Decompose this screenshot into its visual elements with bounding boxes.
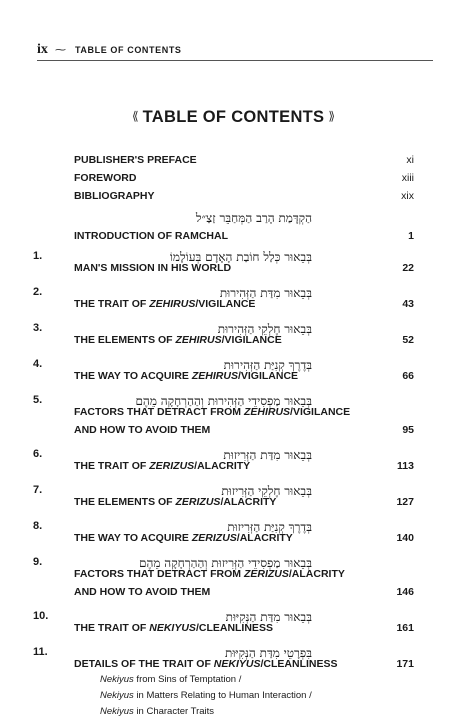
hebrew-heading: בִּפְרָטֵי מִדַּת הַנְּקִיּוּת xyxy=(225,646,312,660)
entry-title-italic: ZEHIRUS xyxy=(149,298,196,310)
entry-title-part: THE WAY TO ACQUIRE xyxy=(74,370,192,382)
entry-title-part: THE TRAIT OF xyxy=(74,460,150,472)
chapter-number: 10. xyxy=(33,610,49,622)
toc-entry-page: 161 xyxy=(396,622,414,634)
hebrew-heading: בְּבֵאוּר כְּלַל חוֹבַת הָאָדָם בְּעוֹלָמוֹ xyxy=(169,250,312,264)
hebrew-heading: בְּבֵאוּר מִדַּת הַנְּקִיּוּת xyxy=(225,610,312,624)
toc-entry-title xyxy=(74,406,350,418)
toc-entry-page: 113 xyxy=(397,460,414,472)
toc-entry-title xyxy=(74,532,293,544)
chapter-number: 6. xyxy=(33,448,43,460)
entry-title-part: /VIGILANCE xyxy=(237,370,299,382)
toc-entry-page: 1 xyxy=(408,230,414,242)
chapter-number: 7. xyxy=(33,484,43,496)
entry-title-italic: ZERIZUS xyxy=(175,496,221,508)
toc-subentry xyxy=(100,706,214,717)
toc-entry-page: 146 xyxy=(396,586,414,598)
toc-entry-title xyxy=(74,370,298,382)
toc-entry-page: 140 xyxy=(396,532,414,544)
toc-entry-title: FOREWORD xyxy=(74,172,137,184)
chapter-number: 11. xyxy=(33,646,48,658)
toc-entry-page: 43 xyxy=(402,298,414,310)
entry-title-italic: ZEHIRUS xyxy=(175,334,222,346)
entry-title-part: THE WAY TO ACQUIRE xyxy=(74,532,192,544)
toc-entry-title xyxy=(74,334,282,346)
entry-title-part: FACTORS THAT DETRACT FROM xyxy=(74,406,244,418)
toc-entry-title: BIBLIOGRAPHY xyxy=(74,190,155,202)
subentry-text: from Sins of Temptation / xyxy=(133,674,242,685)
hebrew-heading: בְּדֶרֶךְ קְנִיַּת הַזְּרִיזוּת xyxy=(227,520,312,534)
toc-entry-title-line2: AND HOW TO AVOID THEM xyxy=(74,586,211,598)
entry-title-part: /ALACRITY xyxy=(220,496,277,508)
toc-entry-title: INTRODUCTION OF RAMCHAL xyxy=(74,230,228,242)
flourish-icon: ⁓ xyxy=(55,43,66,56)
entry-title-part: /ALACRITY xyxy=(236,532,293,544)
entry-title-part: /CLEANLINESS xyxy=(195,622,273,634)
toc-entry-page: 171 xyxy=(396,658,414,670)
toc-entry-page: xiii xyxy=(401,172,414,184)
hebrew-heading: בְּבֵאוּר מַפְסִידֵי הַזְּהִירוּת וְהַהַרְחָקָה מֵהֶם xyxy=(135,394,312,408)
entry-title-italic: ZERIZUS xyxy=(191,532,237,544)
entry-title-part: THE ELEMENTS OF xyxy=(74,496,176,508)
toc-entry-page: 127 xyxy=(396,496,414,508)
entry-title-italic: ZERIZUS xyxy=(243,568,289,580)
entry-title-part: /VIGILANCE xyxy=(290,406,351,418)
entry-title-italic: ZEHIRUS xyxy=(191,370,238,382)
hebrew-heading: בְּבֵאוּר מַפְסִידֵי הַזְּרִיזוּת וְהַהַרְחָקָה מֵהֶם xyxy=(138,556,312,570)
toc-heading xyxy=(0,108,467,127)
toc-entry-page: 95 xyxy=(402,424,414,436)
toc-entry-page: xix xyxy=(401,190,414,202)
toc-title: TABLE OF CONTENTS xyxy=(142,108,325,126)
hebrew-heading: בְּבֵאוּר מִדַּת הַזְּהִירוּת xyxy=(219,286,312,300)
hebrew-heading: בְּבֵאוּר חֶלְקֵי הַזְּרִיזוּת xyxy=(221,484,312,498)
chapter-number: 4. xyxy=(33,358,43,370)
chapter-number: 3. xyxy=(33,322,43,334)
entry-title-part: /ALACRITY xyxy=(288,568,345,580)
subentry-term: Nekiyus xyxy=(100,674,134,685)
chapter-number: 5. xyxy=(33,394,43,406)
toc-entry-title: PUBLISHER'S PREFACE xyxy=(74,154,197,166)
toc-entry-page: xi xyxy=(406,154,414,166)
hebrew-heading: הַקְדָּמַת הָרַב הַמְּחַבֵּר זַצַ״ל xyxy=(195,211,312,225)
running-header xyxy=(37,41,432,59)
ornament-left-icon: ⟪ xyxy=(131,109,139,123)
toc-entry-title xyxy=(74,262,231,274)
subentry-term: Nekiyus xyxy=(100,706,134,717)
entry-title-part: /VIGILANCE xyxy=(195,298,256,310)
chapter-number: 9. xyxy=(33,556,43,568)
toc-entry-title xyxy=(74,496,276,508)
header-rule xyxy=(37,60,433,61)
toc-entry-title xyxy=(74,658,338,670)
chapter-number: 1. xyxy=(33,250,43,262)
entry-title-italic: NEKIYUS xyxy=(149,622,196,634)
entry-title-part: MAN'S MISSION IN HIS WORLD xyxy=(74,262,232,274)
chapter-number: 2. xyxy=(33,286,43,298)
toc-entry-title xyxy=(74,460,250,472)
hebrew-heading: בְּבֵאוּר חֶלְקֵי הַזְּהִירוּת xyxy=(217,322,312,336)
entry-title-part: DETAILS OF THE TRAIT OF xyxy=(74,658,214,670)
entry-title-part: /ALACRITY xyxy=(194,460,251,472)
hebrew-heading: בְּדֶרֶךְ קְנִיַּת הַזְּהִירוּת xyxy=(223,358,312,372)
toc-subentry xyxy=(100,690,312,701)
toc-entry-page: 52 xyxy=(402,334,414,346)
page-number: ix xyxy=(37,42,48,57)
entry-title-part: THE TRAIT OF xyxy=(74,622,150,634)
entry-title-part: THE ELEMENTS OF xyxy=(74,334,176,346)
entry-title-italic: ZERIZUS xyxy=(149,460,195,472)
toc-entry-title xyxy=(74,298,255,310)
ornament-right-icon: ⟫ xyxy=(328,109,336,123)
entry-title-part: /CLEANLINESS xyxy=(260,658,338,670)
toc-entry-page: 22 xyxy=(402,262,414,274)
chapter-number: 8. xyxy=(33,520,43,532)
toc-entry-page: 66 xyxy=(402,370,414,382)
entry-title-italic: NEKIYUS xyxy=(213,658,261,670)
running-title: TABLE OF CONTENTS xyxy=(75,45,182,55)
entry-title-part: /VIGILANCE xyxy=(221,334,282,346)
subentry-text: in Matters Relating to Human Interaction / xyxy=(133,690,312,701)
subentry-text: in Character Traits xyxy=(133,706,215,717)
entry-title-part: THE TRAIT OF xyxy=(74,298,150,310)
hebrew-heading: בְּבֵאוּר מִדַּת הַזְּרִיזוּת xyxy=(223,448,312,462)
entry-title-italic: ZEHIRUS xyxy=(243,406,291,418)
subentry-term: Nekiyus xyxy=(100,690,134,701)
toc-entry-title xyxy=(74,622,273,634)
toc-subentry xyxy=(100,674,241,685)
toc-entry-title xyxy=(74,568,345,580)
entry-title-part: FACTORS THAT DETRACT FROM xyxy=(74,568,244,580)
toc-entry-title-line2: AND HOW TO AVOID THEM xyxy=(74,424,211,436)
